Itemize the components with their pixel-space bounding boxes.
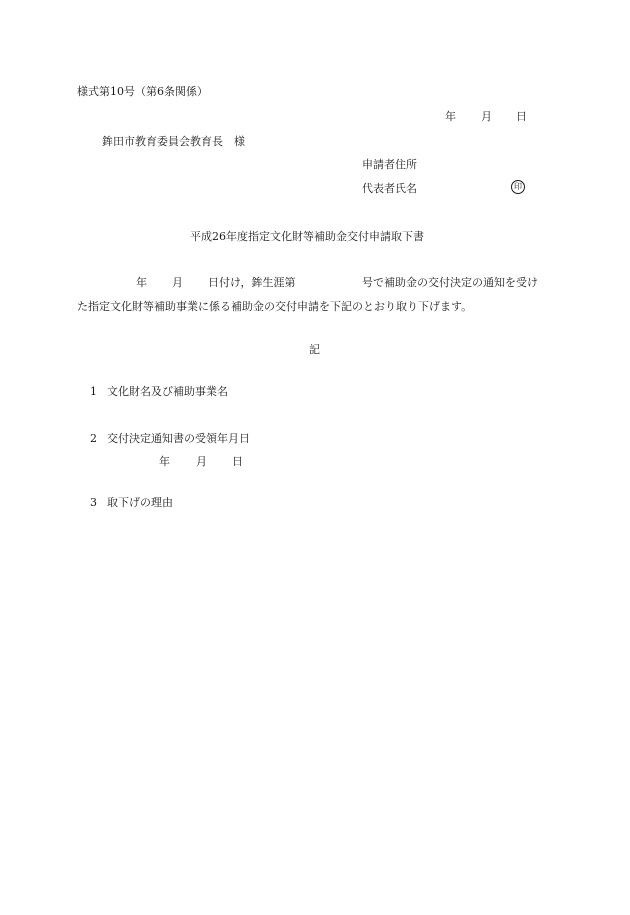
- receipt-month-label: 月: [196, 455, 207, 468]
- item-1-label: 文化財名及び補助事業名: [107, 385, 228, 398]
- item-2-label: 交付決定通知書の受領年月日: [107, 432, 250, 445]
- item-2-number: 2: [90, 432, 97, 445]
- body-year-label: 年: [136, 276, 147, 289]
- body-after-number: 号で補助金の交付決定の通知を受け: [362, 276, 538, 289]
- document-title: 平成26年度指定文化財等補助金交付申請取下書: [190, 230, 424, 243]
- addressee: 鉾田市教育委員会教育長 様: [102, 135, 245, 148]
- body-day-text: 日付け，鉾生涯第: [208, 276, 296, 289]
- item-3-label: 取下げの理由: [107, 496, 173, 509]
- date-day-label: 日: [516, 110, 527, 123]
- item-3-number: 3: [90, 496, 97, 509]
- seal-icon: 印: [511, 180, 525, 194]
- receipt-year-label: 年: [159, 455, 170, 468]
- date-year-label: 年: [445, 110, 456, 123]
- body-month-label: 月: [172, 276, 183, 289]
- date-month-label: 月: [481, 110, 492, 123]
- applicant-address-label: 申請者住所: [362, 158, 417, 171]
- ki-heading: 記: [309, 343, 320, 356]
- item-1-number: 1: [90, 385, 97, 398]
- receipt-day-label: 日: [232, 455, 243, 468]
- seal-mark: [511, 180, 525, 194]
- form-number: 様式第10号（第6条関係）: [77, 85, 208, 98]
- body-line-2: た指定文化財等補助事業に係る補助金の交付申請を下記のとおり取り下げます。: [77, 300, 473, 313]
- applicant-name-label: 代表者氏名: [362, 182, 417, 195]
